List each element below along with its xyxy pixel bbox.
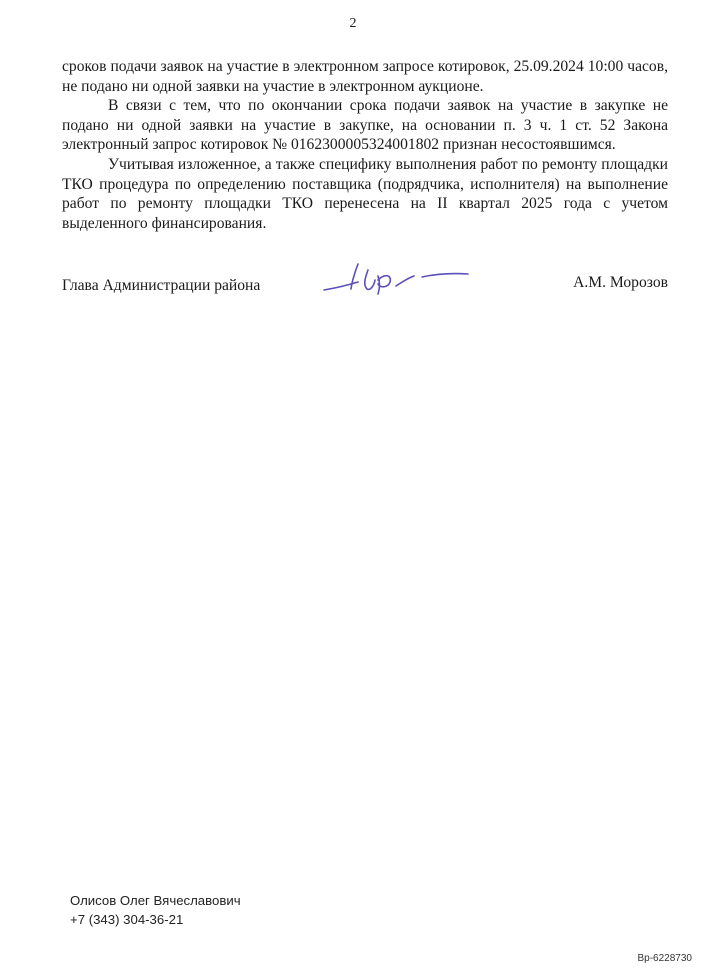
paragraph-continuation: сроков подачи заявок на участие в электронном запросе котировок, 25.09.2024 10:00 часов, не подано ни одной заявки на участие в электронном аукционе.	[62, 58, 668, 95]
paragraph-rescheduled: Учитывая изложенное, а также специфику выполнения работ по ремонту площадки ТКО процедура по определению поставщика (подрядчика, исполнителя) на выполнение работ по ремонту площадки ТКО перенесена на II квартал 2025 года с учетом выделенного финансирования.	[62, 155, 668, 232]
registration-number: Вр-6228730	[637, 953, 692, 964]
page-number: 2	[349, 16, 357, 31]
signer-position-title: Глава Администрации района	[62, 277, 261, 294]
letter-body	[62, 57, 668, 233]
handwritten-signature	[318, 258, 478, 298]
contact-phone: +7 (343) 304-36-21	[70, 912, 184, 927]
paragraph-tender-failed: В связи с тем, что по окончании срока подачи заявок на участие в закупке не подано ни одной заявки на участие в закупке, на основании п. 3 ч. 1 ст. 52 Закона электронный запрос котировок № 0162300005324001802 признан несостоявшимся.	[62, 97, 668, 154]
contact-name: Олисов Олег Вячеславович	[70, 893, 241, 908]
signer-name: А.М. Морозов	[573, 274, 668, 291]
contact-info	[70, 891, 241, 929]
